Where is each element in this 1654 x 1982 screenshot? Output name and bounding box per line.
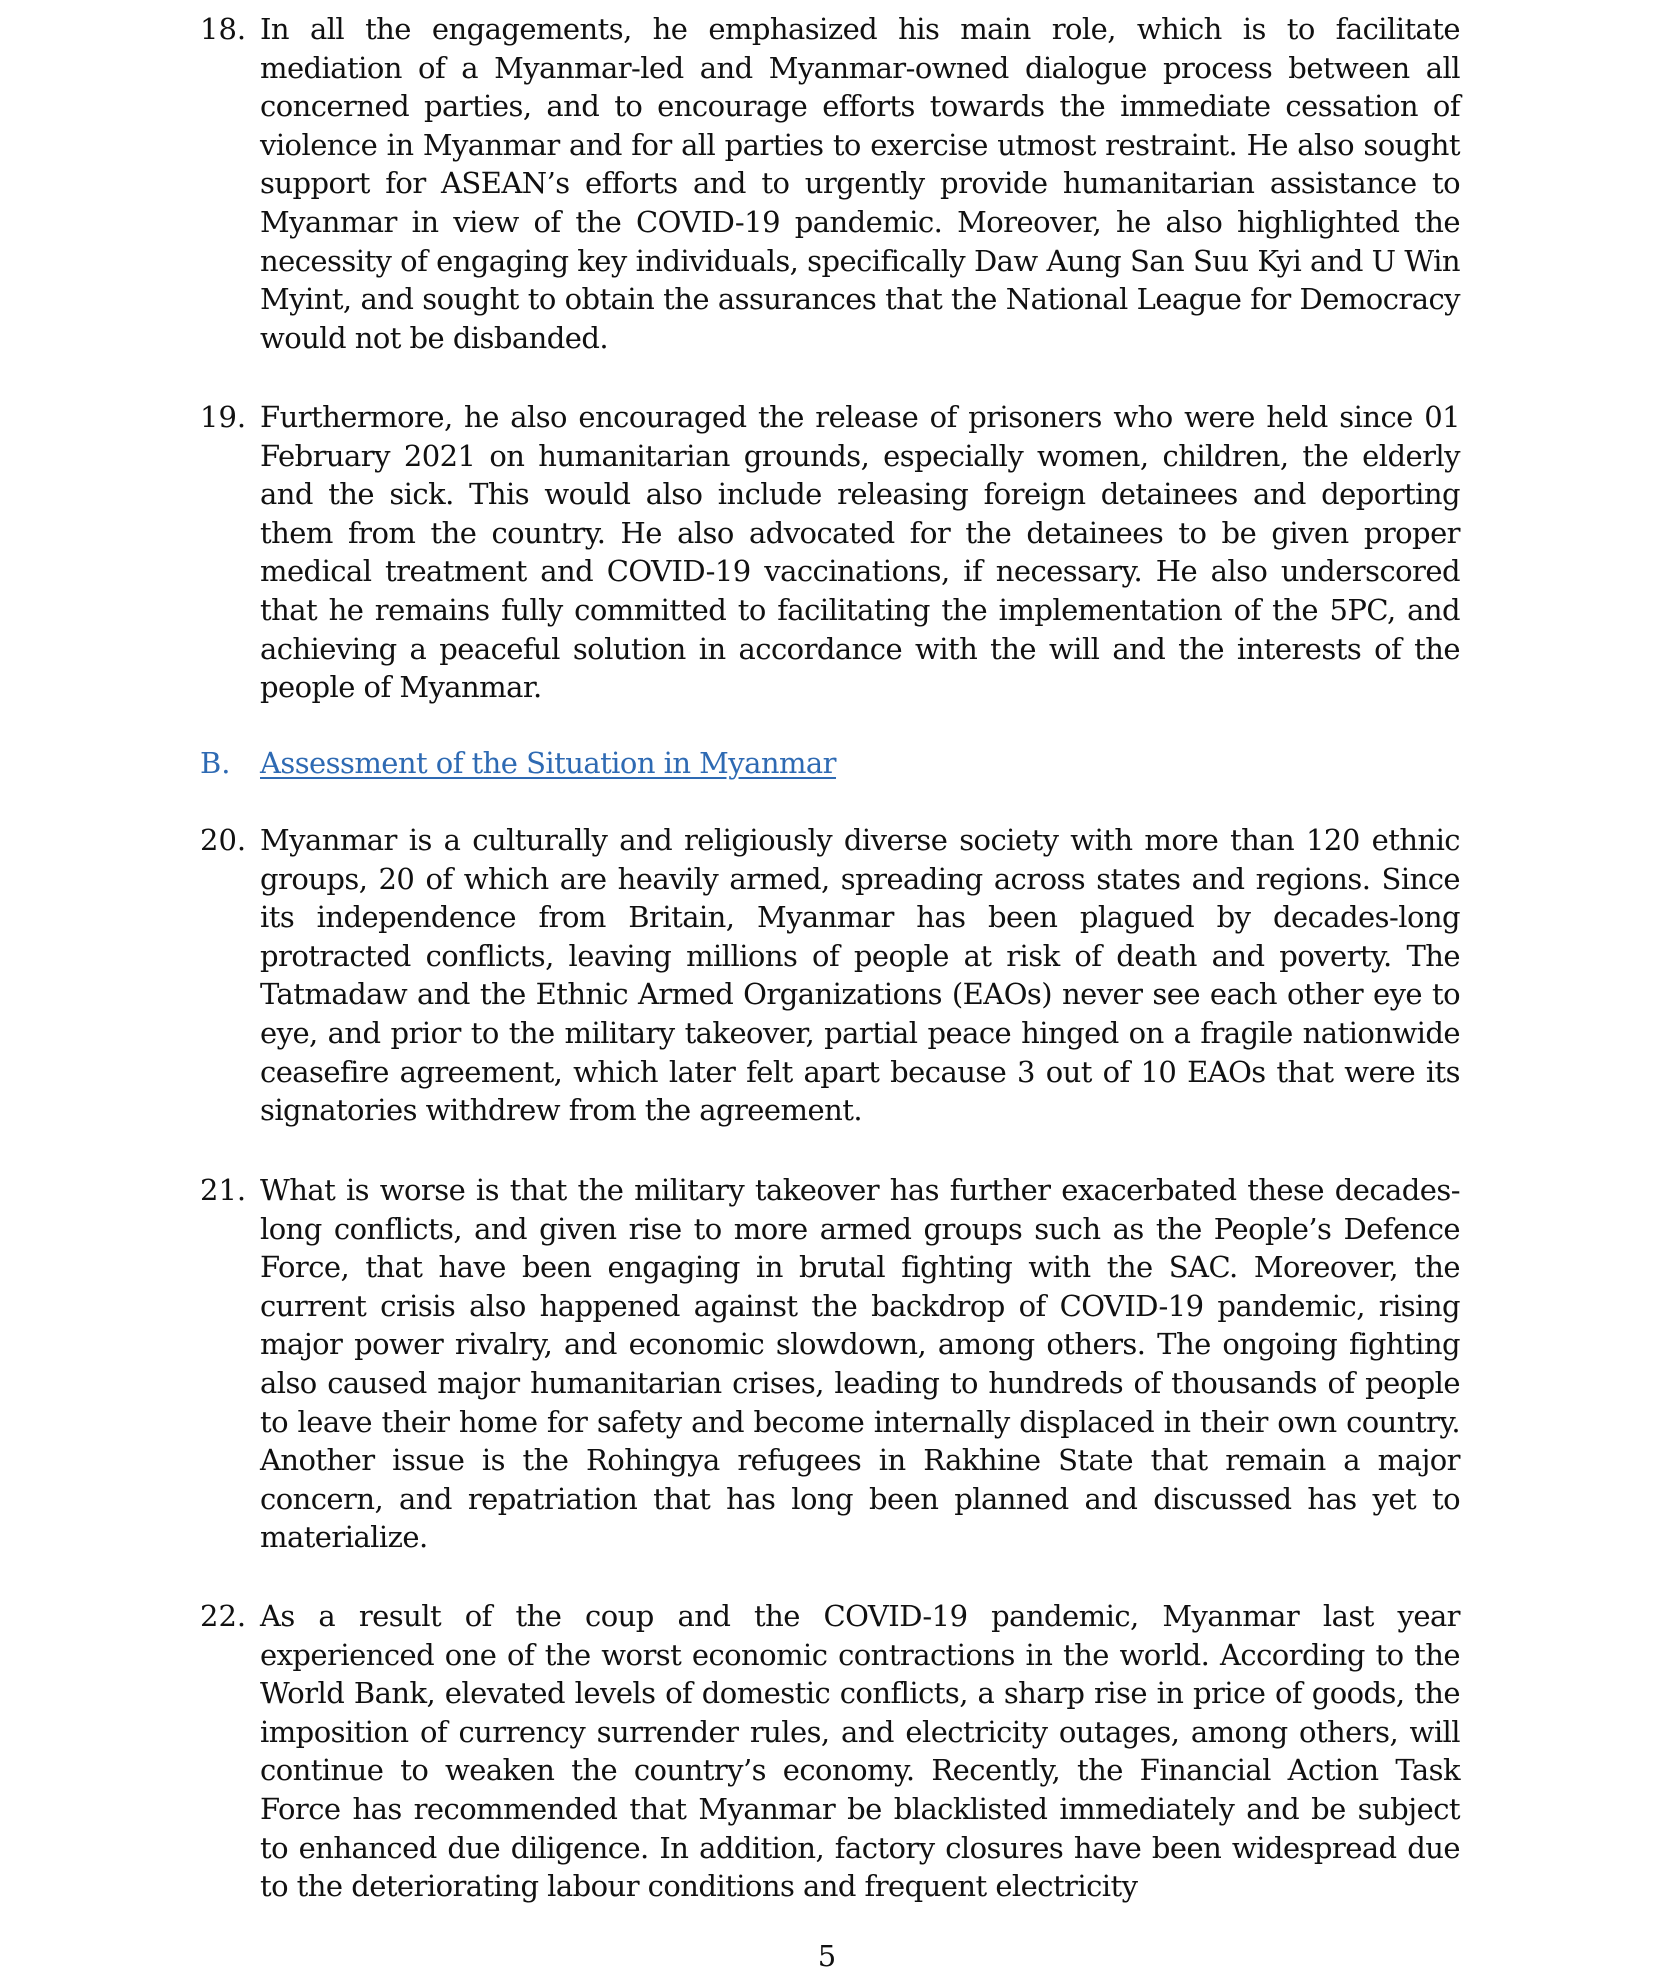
section-title: Assessment of the Situation in Myanmar bbox=[260, 746, 836, 780]
paragraph-text: In all the engagements, he emphasized his main role, which is to facilitate mediation of a Myanmar-led and Myanmar-owned dialogue process between all concerned parties, and to encourage efforts towards the immediate cessation of violence in Myanmar and for all parties to exercise utmost restraint. He also sought support for ASEAN’s efforts and to urgently provide humanitarian assistance to Myanmar in view of the COVID-19 pandemic. Moreover, he also highlighted the necessity of engaging key individuals, specifically Daw Aung San Suu Kyi and U Win Myint, and sought to obtain the assurances that the National League for Democracy would not be disbanded. bbox=[260, 12, 1460, 355]
paragraph-number: 18. bbox=[200, 12, 247, 46]
paragraph-text: Furthermore, he also encouraged the release of prisoners who were held since 01 February 2021 on humanitarian grounds, especially women, children, the elderly and the sick. This would also include releasing foreign detainees and deporting them from the country. He also advocated for the detainees to be given proper medical treatment and COVID-19 vaccinations, if necessary. He also underscored that he remains fully committed to facilitating the implementation of the 5PC, and achieving a peaceful solution in accordance with the will and the interests of the people of Myanmar. bbox=[260, 400, 1460, 705]
paragraph-text: Myanmar is a culturally and religiously diverse society with more than 120 ethnic groups, 20 of which are heavily armed, spreading across states and regions. Since its independence from Britain, Myanmar has been plagued by decades-long protracted conflicts, leaving millions of people at risk of death and poverty. The Tatmadaw and the Ethnic Armed Organizations (EAOs) never see each other eye to eye, and prior to the military takeover, partial peace hinged on a fragile nationwide ceasefire agreement, which later felt apart because 3 out of 10 EAOs that were its signatories withdrew from the agreement. bbox=[260, 823, 1460, 1128]
paragraph-text: What is worse is that the military takeover has further exacerbated these decades-long conflicts, and given rise to more armed groups such as the People’s Defence Force, that have been engaging in brutal fighting with the SAC. Moreover, the current crisis also happened against the backdrop of COVID-19 pandemic, rising major power rivalry, and economic slowdown, among others. The ongoing fighting also caused major humanitarian crises, leading to hundreds of thousands of people to leave their home for safety and become internally displaced in their own country. Another issue is the Rohingya refugees in Rakhine State that remain a major concern, and repatriation that has long been planned and discussed has yet to materialize. bbox=[260, 1173, 1460, 1555]
section-letter: B. bbox=[200, 746, 231, 780]
page-number: 5 bbox=[817, 1939, 837, 1973]
paragraph-number: 19. bbox=[200, 400, 247, 434]
paragraph-number: 22. bbox=[200, 1599, 247, 1633]
paragraph-number: 20. bbox=[200, 823, 247, 857]
paragraph-number: 21. bbox=[200, 1173, 247, 1207]
paragraph-text: As a result of the coup and the COVID-19 pandemic, Myanmar last year experienced one of the worst economic contractions in the world. According to the World Bank, elevated levels of domestic conflicts, a sharp rise in price of goods, the imposition of currency surrender rules, and electricity outages, among others, will continue to weaken the country’s economy. Recently, the Financial Action Task Force has recommended that Myanmar be blacklisted immediately and be subject to enhanced due diligence. In addition, factory closures have been widespread due to the deteriorating labour conditions and frequent electricity bbox=[260, 1599, 1460, 1904]
